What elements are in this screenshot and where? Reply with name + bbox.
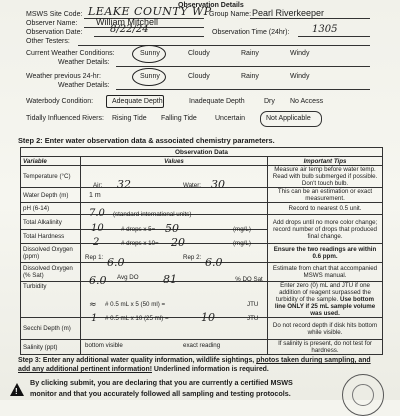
hardness-result[interactable]: 20 [171,235,185,249]
temperature-tip: Measure air temp before water temp. Read with bulb submerged if possible. Don't touch bulb. [268,166,383,188]
alkalinity-drops[interactable]: 10 [91,223,104,234]
do-sat-value[interactable]: 81 [163,273,177,286]
turbidity-value[interactable]: 10 [201,310,215,324]
salinity-tip: If salinity is present, do not test for hardness. [268,340,383,355]
step3-prefix: Step 3: Enter any additional water quality information, wildlife sightings, [18,357,257,364]
previous-weather-details-label: Weather Details: [58,82,110,89]
table-row [21,188,383,203]
table-row [21,263,383,282]
alkalinity-label: Total Alkalinity [21,215,81,230]
do-ppm-label: Dissolved Oxygen (ppm) [21,244,81,263]
do-ppm-tip: Ensure the two readings are within 0.6 ppm. [268,244,383,263]
observation-data-table [20,147,383,355]
ph-value[interactable]: 7.0 [89,207,105,219]
footer-line2: monitor and that you accurately followed all sampling and testing protocols. [30,389,291,398]
tidal-not-applicable[interactable]: Not Applicable [266,115,311,122]
waterbody-inadequate-depth[interactable]: Inadequate Depth [189,98,245,105]
waterbody-adequate-depth[interactable]: Adequate Depth [112,98,163,105]
turbidity-line2: # 0.5 mL x 10 (25 ml) = [105,314,169,322]
table-row [21,282,383,318]
water-depth-label: Water Depth (m) [21,188,81,203]
group-name-label: Group Name: [209,11,252,18]
other-testers-label: Other Testers: [26,38,70,45]
previous-weather-label: Weather previous 24-hr: [26,73,101,80]
ph-tip: Record to nearest 0.5 unit. [268,203,383,215]
air-value[interactable]: 32 [117,177,131,191]
ph-label: pH (6-14) [21,203,81,215]
do-sat-tip: Estimate from chart that accompanied MSWS manual. [268,263,383,282]
current-weather-label: Current Weather Conditions: [26,50,115,57]
turbidity-scribble-icon: ≈ [89,299,97,310]
alkalinity-mult: # drops x 5= [121,226,156,233]
previous-weather-selected-circle [132,68,166,86]
secchi-tip: Do not record depth if disk hits bottom while visible. [268,318,383,340]
previous-weather-rainy[interactable]: Rainy [241,73,259,80]
step3-suffix: Underlined information is required. [152,366,269,373]
col-values: Values [81,157,268,166]
alkalinity-result[interactable]: 50 [165,222,179,235]
previous-weather-cloudy[interactable]: Cloudy [188,73,210,80]
waterbody-no-access[interactable]: No Access [290,98,324,105]
rep1-label: Rep 1: [85,254,104,261]
water-value[interactable]: 30 [211,177,225,191]
air-label: Air: [93,181,103,189]
previous-weather-sunny[interactable]: Sunny [140,73,160,80]
current-weather-windy[interactable]: Windy [290,50,310,57]
turbidity-label: Turbidity [21,282,81,318]
observation-time-value[interactable]: 1305 [312,24,338,35]
col-variable: Variable [21,157,81,166]
observation-date-underline [94,36,204,37]
salinity-label: Salinity (ppt) [21,340,81,355]
alkalinity-hardness-tip: Add drops until no more color change; record number of drops that produced final change. [268,215,383,244]
tidal-uncertain[interactable]: Uncertain [215,115,245,122]
site-code-label: MSWS Site Code: [26,11,83,18]
observation-date-label: Observation Date: [26,29,83,36]
hardness-label: Total Hardness [21,230,81,244]
waterbody-dry[interactable]: Dry [264,98,275,105]
step2-title: Step 2: Enter water observation data & associated chemistry parameters. [18,136,275,145]
temperature-label: Temperature (°C) [21,166,81,188]
observation-date-value[interactable]: 8/22/24 [110,24,149,35]
table-row [21,166,383,188]
secchi-bottom: bottom visible [85,341,123,349]
footer-line1: By clicking submit, you are declaring that you are currently a certified MSWS [30,378,293,387]
alkalinity-unit: (mg/L) [233,226,251,233]
seal-inner-icon [352,384,374,406]
ph-unit: (standard international units) [113,210,192,218]
tidal-label: Tidally Influenced Rivers: [26,115,104,122]
other-testers-underline [78,45,370,46]
turbidity-unit2: JTU [247,314,259,322]
hardness-mult: # drops x 10= [121,239,159,247]
group-name-underline [250,18,370,19]
table-header: Observation Data [21,148,383,157]
secchi-exact: exact reading [183,341,221,349]
water-depth-value[interactable]: 1 m [89,191,101,199]
avg-do-label: Avg DO [117,274,139,281]
water-depth-values[interactable] [81,188,268,203]
tidal-rising[interactable]: Rising Tide [112,115,147,122]
current-weather-cloudy[interactable]: Cloudy [188,50,210,57]
turbidity-tip-part2: Use bottom line ONLY if 25 mL sample volume was used. [274,296,376,317]
table-row [21,215,383,230]
do-sat-label: Dissolved Oxygen (% Sat) [21,263,81,282]
avg-do-value[interactable]: 6.0 [89,274,107,287]
table-row [21,244,383,263]
current-weather-sunny[interactable]: Sunny [140,50,160,57]
secchi-label: Secchi Depth (m) [21,318,81,340]
group-name-value[interactable]: Pearl Riverkeeper [252,8,325,18]
turbidity-count-mark: 1 [91,312,98,324]
observer-name-value[interactable]: William Mitchell [96,17,159,27]
tidal-falling[interactable]: Falling Tide [161,115,197,122]
turbidity-unit1: JTU [247,300,259,308]
current-weather-selected-circle [132,45,166,63]
col-tips: Important Tips [268,157,383,166]
observation-details-title: Observation Details [178,2,244,9]
turbidity-values[interactable] [81,282,268,324]
rep1-value[interactable]: 6.0 [107,256,125,269]
observation-time-underline [298,36,370,37]
waterbody-selected-box [106,95,164,108]
current-weather-details-underline [116,66,370,67]
tidal-selected-box [260,111,322,127]
turbidity-tip-part1: Enter zero (0) mL and JTU if one addition of reagent surpassed the turbidity of the sample. [276,282,371,303]
previous-weather-windy[interactable]: Windy [290,73,310,80]
table-row [21,203,383,215]
temperature-values[interactable] [81,166,268,191]
observation-time-label: Observation Time (24hr): [212,29,290,36]
current-weather-rainy[interactable]: Rainy [241,50,259,57]
turbidity-line1: # 0.5 mL x 5 (50 ml) = [105,300,166,308]
rep2-label: Rep 2: [183,254,202,261]
waterbody-condition-label: Waterbody Condition: [26,98,94,105]
hardness-unit: (mg/L) [233,239,251,247]
observer-name-label: Observer Name: [26,20,78,27]
step3-text [18,356,384,374]
current-weather-details-label: Weather Details: [58,59,110,66]
previous-weather-details-underline [116,89,370,90]
warning-icon-mark: ! [15,387,18,396]
site-code-value[interactable]: LEAKE COUNTY WP [88,5,212,18]
ph-values[interactable] [81,203,268,219]
water-label: Water: [183,181,201,189]
step3-link: photos taken during sampling, and add any additional pertinent information! [18,357,371,373]
hardness-drops[interactable]: 2 [93,236,100,248]
do-sat-label: % DO Sat [235,276,263,283]
water-depth-tip: This can be an estimation or exact measurement. [268,188,383,203]
rep2-value[interactable]: 6.0 [205,256,223,269]
turbidity-tip [268,282,383,318]
